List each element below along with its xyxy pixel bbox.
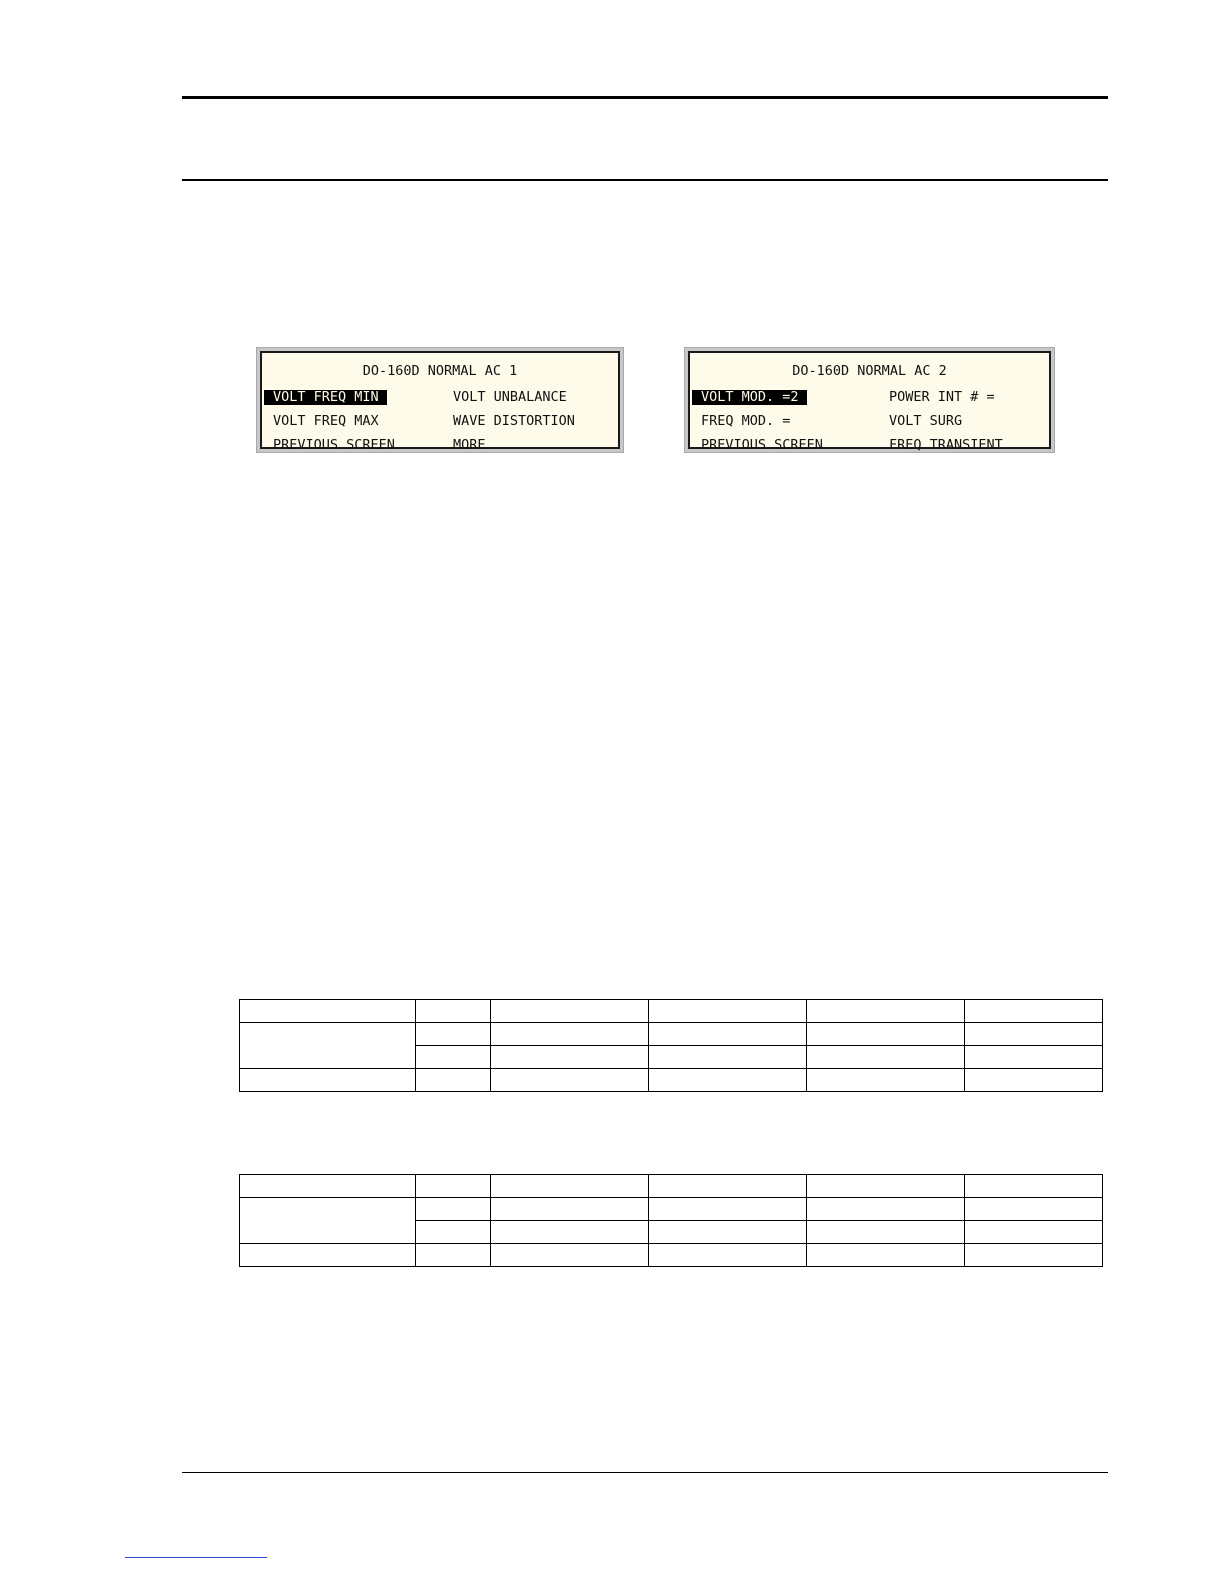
lcd-title: DO-160D NORMAL AC 1 [362,363,518,379]
table-cell [416,1069,491,1092]
table-cell [807,1046,965,1069]
table-cell [416,1000,491,1023]
table-cell [416,1198,491,1221]
table-row [240,1244,1103,1267]
menu-item-volt-freq-max[interactable]: VOLT FREQ MAX [273,413,379,429]
header-rule-thick [182,96,1108,99]
table-row [240,1000,1103,1023]
table-cell [416,1221,491,1244]
menu-item-more[interactable]: MORE [453,437,486,453]
table-cell [491,1198,649,1221]
table-cell [491,1221,649,1244]
lcd-display [688,351,1051,453]
table-cell [965,1023,1103,1046]
table-cell [649,1000,807,1023]
table-cell [649,1244,807,1267]
table-cell [807,1244,965,1267]
table-cell [807,1023,965,1046]
table-cell [240,1175,416,1198]
lcd-screen-1 [256,347,624,453]
table-cell [491,1244,649,1267]
lcd-screen-2 [684,347,1055,453]
table-cell [965,1244,1103,1267]
table-row [240,1023,1103,1046]
table-cell [240,1198,416,1244]
footer-link-underline[interactable] [125,1557,267,1558]
table-row [240,1175,1103,1198]
menu-item-previous-screen[interactable]: PREVIOUS SCREEN [701,437,823,453]
table-cell [416,1023,491,1046]
footer-rule [182,1472,1108,1473]
table-cell [416,1244,491,1267]
table-cell [649,1175,807,1198]
menu-item-volt-freq-min[interactable]: VOLT FREQ MIN [264,390,387,405]
spec-table-2 [239,1174,1103,1267]
table-cell [649,1023,807,1046]
table-cell [649,1221,807,1244]
menu-item-wave-distortion[interactable]: WAVE DISTORTION [453,413,575,429]
table-cell [240,1244,416,1267]
table-cell [240,1069,416,1092]
table-row [240,1069,1103,1092]
table-cell [240,1023,416,1069]
table-cell [807,1221,965,1244]
table-cell [807,1000,965,1023]
menu-item-volt-surg[interactable]: VOLT SURG [889,413,963,429]
menu-item-volt-mod[interactable]: VOLT MOD. =2 [692,390,807,405]
lcd-title: DO-160D NORMAL AC 2 [792,363,947,379]
table-cell [491,1175,649,1198]
table-cell [965,1000,1103,1023]
lcd-display [260,351,620,453]
table-row [240,1198,1103,1221]
table-cell [965,1198,1103,1221]
table-cell [965,1069,1103,1092]
table-cell [649,1198,807,1221]
table-cell [491,1023,649,1046]
menu-item-freq-transient[interactable]: FREQ TRANSIENT [889,437,1003,453]
table-cell [807,1175,965,1198]
table-cell [416,1046,491,1069]
table-cell [491,1000,649,1023]
table-cell [240,1000,416,1023]
table-cell [416,1175,491,1198]
table-cell [649,1069,807,1092]
table-cell [491,1069,649,1092]
table-cell [649,1046,807,1069]
menu-item-power-int[interactable]: POWER INT # = [889,389,995,405]
menu-item-volt-unbalance[interactable]: VOLT UNBALANCE [453,389,567,405]
table-cell [807,1198,965,1221]
menu-item-freq-mod[interactable]: FREQ MOD. = [701,413,791,429]
table-cell [807,1069,965,1092]
table-cell [491,1046,649,1069]
spec-table-1 [239,999,1103,1092]
table-cell [965,1175,1103,1198]
table-cell [965,1046,1103,1069]
header-rule-thin [182,179,1108,181]
table-cell [965,1221,1103,1244]
menu-item-previous-screen[interactable]: PREVIOUS SCREEN [273,437,395,453]
